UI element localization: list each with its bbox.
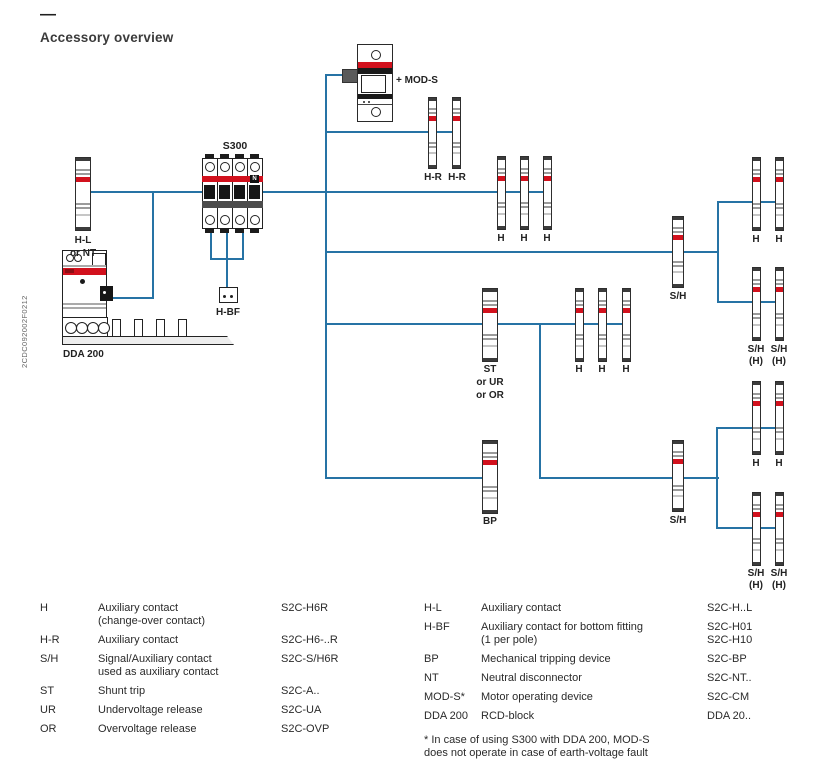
mod-s-top-hole xyxy=(371,50,381,60)
connector-sh-upper-arm xyxy=(325,251,719,253)
busbar-pin xyxy=(178,319,187,337)
dda-busbar xyxy=(62,336,234,345)
s300-pole-1 xyxy=(202,154,218,233)
pole-band xyxy=(202,201,218,208)
connector-upper-bottom-arm xyxy=(717,301,781,303)
s-h-sub-label: (H) xyxy=(749,356,763,367)
h-label: H xyxy=(520,233,528,244)
st-label3: or OR xyxy=(476,390,504,401)
connector-main-bus xyxy=(80,191,551,193)
legend-desc: Auxiliary contact xyxy=(98,634,179,646)
connector-pole3-drop xyxy=(242,232,244,260)
legend-right-column xyxy=(424,602,794,760)
dda-terminal-block xyxy=(62,317,108,338)
h-bf-dot xyxy=(230,295,233,298)
legend-term: H-R xyxy=(40,634,60,646)
pole-terminal xyxy=(235,228,244,233)
module-s-h xyxy=(672,440,684,512)
legend-desc: Auxiliary contact for bottom fitting (1 per pole) xyxy=(481,621,644,646)
legend-code: S2C-NT.. xyxy=(707,672,752,684)
h-bf-device xyxy=(219,287,238,303)
s300-pole-3 xyxy=(232,154,248,233)
legend-row xyxy=(424,710,794,723)
legend-code: S2C-H01 S2C-H10 xyxy=(707,621,753,646)
legend-row xyxy=(40,602,380,628)
pole-hole xyxy=(250,215,260,225)
module-h xyxy=(598,288,607,362)
page-title: Accessory overview xyxy=(40,30,174,45)
connector-dda-drop xyxy=(152,192,154,299)
pole-switch xyxy=(249,185,260,199)
legend-desc: Signal/Auxiliary contact used as auxiliary contact xyxy=(98,653,219,678)
module-h xyxy=(575,288,584,362)
connector-pole1-drop xyxy=(210,232,212,260)
legend-row xyxy=(40,634,380,647)
connector-lower-bottom-arm xyxy=(716,527,781,529)
module-h xyxy=(497,156,506,230)
h-bf-dot xyxy=(223,295,226,298)
legend-code: S2C-H6-..R xyxy=(281,634,338,646)
mod-s-bottom-hole xyxy=(371,107,381,117)
s-h-label: S/H xyxy=(747,344,765,355)
legend-row xyxy=(40,723,380,736)
s300-pole-neutral xyxy=(247,154,263,233)
legend-code: S2C-OVP xyxy=(281,723,330,735)
connector-mid-drop xyxy=(539,323,541,479)
connector-upper-top-arm xyxy=(717,201,781,203)
connector-sh-lower-arm xyxy=(539,477,719,479)
legend-term: MOD-S* xyxy=(424,691,465,703)
s-h-label: S/H xyxy=(747,568,765,579)
module-s-h xyxy=(672,216,684,288)
legend-term: DDA 200 xyxy=(424,710,469,722)
module-h xyxy=(543,156,552,230)
legend-desc: Auxiliary contact xyxy=(481,602,562,614)
busbar-pin xyxy=(134,319,143,337)
h-label: H xyxy=(752,458,760,469)
legend-desc: Auxiliary contact (change-over contact) xyxy=(98,602,205,627)
s-h-sub-label: (H) xyxy=(772,580,786,591)
pole-terminal xyxy=(205,228,214,233)
legend-term: H xyxy=(40,602,48,614)
legend-code: S2C-A.. xyxy=(281,685,320,697)
h-label: H xyxy=(598,364,606,375)
dda-screw xyxy=(80,279,85,284)
dda-gray-line xyxy=(63,265,106,267)
connector-pole2-drop xyxy=(226,232,228,288)
module-s-h xyxy=(752,492,761,566)
module-s-h xyxy=(775,492,784,566)
connector-lower-top-arm xyxy=(716,427,781,429)
connector-hr-arm xyxy=(325,131,458,133)
module-h-r xyxy=(452,97,461,169)
legend-code: S2C-S/H6R xyxy=(281,653,339,665)
h-label: H xyxy=(497,233,505,244)
h-label: H xyxy=(575,364,583,375)
legend-term: UR xyxy=(40,704,56,716)
connector-trunk xyxy=(325,74,327,479)
s-h-label: S/H xyxy=(669,515,687,526)
connector-bp-arm xyxy=(325,477,492,479)
legend-row xyxy=(424,691,794,704)
h-label: H xyxy=(622,364,630,375)
pole-switch xyxy=(219,185,230,199)
s-h-label: S/H xyxy=(770,568,788,579)
title-dash: — xyxy=(40,6,56,23)
module-h xyxy=(520,156,529,230)
module-bp xyxy=(482,440,498,514)
mod-s-body xyxy=(357,44,393,122)
legend-row xyxy=(40,653,380,679)
pole-terminal xyxy=(220,228,229,233)
pole-terminal xyxy=(250,228,259,233)
legend-row xyxy=(40,685,380,698)
legend-term: H-BF xyxy=(424,621,450,633)
busbar-pin xyxy=(156,319,165,337)
legend-term: H-L xyxy=(424,602,442,614)
s300-pole-2 xyxy=(217,154,233,233)
pole-switch xyxy=(234,185,245,199)
module-h xyxy=(775,381,784,455)
dda-body xyxy=(62,250,107,318)
legend-term: NT xyxy=(424,672,439,684)
mod-s-dot xyxy=(363,101,365,103)
legend-code: S2C-UA xyxy=(281,704,322,716)
abb-logo-mark xyxy=(65,269,74,273)
s300-label: S300 xyxy=(222,140,248,152)
legend-row xyxy=(424,653,794,666)
h-bf-label: H-BF xyxy=(216,307,240,318)
connector-pole-join xyxy=(210,258,244,260)
legend-code: S2C-BP xyxy=(707,653,747,665)
dda-terminal-hole xyxy=(98,322,110,334)
s-h-label: S/H xyxy=(770,344,788,355)
mod-s-side-knob xyxy=(342,69,358,83)
legend-code: DDA 20.. xyxy=(707,710,752,722)
connector-dot xyxy=(103,291,106,294)
pole-hole xyxy=(220,215,230,225)
legend-term: OR xyxy=(40,723,57,735)
legend-desc: Mechanical tripping device xyxy=(481,653,611,665)
module-s-h xyxy=(775,267,784,341)
busbar-pin xyxy=(112,319,121,337)
legend-term: BP xyxy=(424,653,439,665)
module-h xyxy=(752,381,761,455)
st-label: ST xyxy=(483,364,497,375)
module-st xyxy=(482,288,498,362)
pole-band xyxy=(232,201,248,208)
pole-hole xyxy=(205,215,215,225)
legend-code: S2C-H6R xyxy=(281,602,329,614)
module-h xyxy=(752,157,761,231)
mod-s-window xyxy=(361,75,386,93)
pole-red-stripe xyxy=(202,176,218,182)
legend-term: ST xyxy=(40,685,55,697)
h-l-label2: or NT xyxy=(69,248,97,259)
legend-row xyxy=(424,672,794,685)
pole-hole xyxy=(220,162,230,172)
dda-side-connector xyxy=(100,286,113,301)
h-label: H xyxy=(775,458,783,469)
module-h xyxy=(775,157,784,231)
h-r-label: H-R xyxy=(448,172,466,183)
s300-breaker xyxy=(203,154,263,233)
legend-desc: Shunt trip xyxy=(98,685,146,697)
pole-hole xyxy=(235,215,245,225)
dda-gray-line xyxy=(63,307,106,309)
connector-upper-junction xyxy=(717,201,719,303)
legend-desc: RCD-block xyxy=(481,710,535,722)
legend-left-column xyxy=(40,602,380,742)
h-label: H xyxy=(775,234,783,245)
h-l-label: H-L xyxy=(74,235,92,246)
module-s-h xyxy=(752,267,761,341)
module-h-l xyxy=(75,157,91,231)
connector-lower-junction xyxy=(716,427,718,529)
legend-term: S/H xyxy=(40,653,59,665)
connector-dda-arm xyxy=(107,297,154,299)
legend-desc: Undervoltage release xyxy=(98,704,203,716)
legend-code: S2C-H..L xyxy=(707,602,753,614)
pole-red-stripe xyxy=(217,176,233,182)
h-label: H xyxy=(752,234,760,245)
pole-hole xyxy=(235,162,245,172)
h-label: H xyxy=(543,233,551,244)
h-r-label: H-R xyxy=(424,172,442,183)
pole-band xyxy=(247,201,263,208)
mod-s-label: + MOD-S xyxy=(396,75,438,86)
legend-desc: Neutral disconnector xyxy=(481,672,582,684)
pole-band xyxy=(217,201,233,208)
bp-label: BP xyxy=(483,516,497,527)
dda-200-label: DDA 200 xyxy=(63,349,104,360)
legend-footnote: * In case of using S300 with DDA 200, MOD-S does not operate in case of earth-voltage fault xyxy=(424,734,650,759)
legend-code: S2C-CM xyxy=(707,691,750,703)
mod-s-dot xyxy=(368,101,370,103)
neutral-mark: N xyxy=(250,175,259,183)
mod-s-black-band xyxy=(358,68,392,74)
s-h-sub-label: (H) xyxy=(772,356,786,367)
legend-row xyxy=(424,621,794,647)
mod-s-device xyxy=(342,44,394,122)
dda-gray-line xyxy=(63,303,106,305)
st-label2: or UR xyxy=(476,377,504,388)
pole-switch xyxy=(204,185,215,199)
s-h-label: S/H xyxy=(669,291,687,302)
legend-desc: Motor operating device xyxy=(481,691,593,703)
pole-hole xyxy=(205,162,215,172)
legend-row xyxy=(424,602,794,615)
document-code-vertical: 2CDC092002F0212 xyxy=(20,295,29,368)
pole-hole xyxy=(250,162,260,172)
module-h-r xyxy=(428,97,437,169)
pole-red-stripe xyxy=(232,176,248,182)
module-h xyxy=(622,288,631,362)
legend-row xyxy=(40,704,380,717)
s-h-sub-label: (H) xyxy=(749,580,763,591)
legend-desc: Overvoltage release xyxy=(98,723,197,735)
